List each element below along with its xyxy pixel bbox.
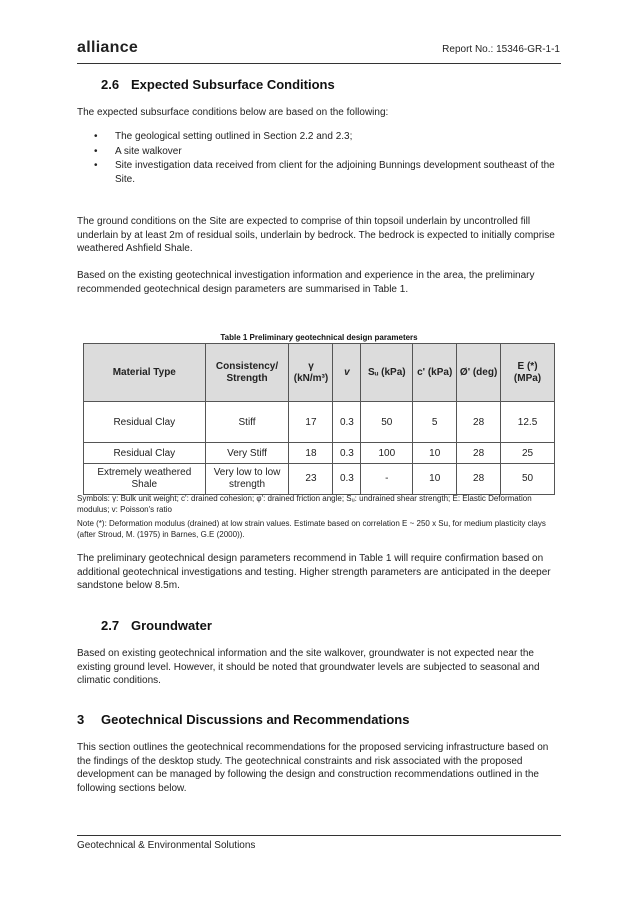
- table-cell: Very Stiff: [205, 443, 289, 464]
- header-modulus: E (*) (MPa): [501, 344, 555, 402]
- header-undrained-strength: Sᵤ (kPa): [361, 344, 413, 402]
- header-poisson: v: [333, 344, 361, 402]
- table-cell: 23: [289, 464, 333, 495]
- bullet-list: [77, 130, 563, 187]
- section-number: 2.6: [101, 77, 120, 92]
- table-cell: 0.3: [333, 464, 361, 495]
- paragraph-text: Based on existing geotechnical information and the site walkover, groundwater is not expected near the existing ground level. However, it should be noted that groundwater levels are subjected to seasonal and climatic conditions.: [77, 648, 540, 686]
- table-cell: 28: [457, 464, 501, 495]
- intro-text: The expected subsurface conditions below are based on the following:: [77, 107, 389, 118]
- symbols-text: Symbols: γ: Bulk unit weight; c': drained cohesion; φ': drained friction angle; Sᵤ: undrained shear strength; E: Elastic Deformation modulus; v: Poisson's ratio: [77, 494, 532, 514]
- table-cell: Very low to low strength: [205, 464, 289, 495]
- list-item: [77, 145, 563, 159]
- bullet-icon: •: [94, 160, 98, 171]
- list-item-text: Site investigation data received from client for the adjoining Bunnings development southeast of the Site.: [115, 160, 555, 185]
- header-material-type: Material Type: [84, 344, 206, 402]
- recommendations-paragraph: [77, 741, 563, 795]
- company-logo: alliance: [77, 39, 139, 56]
- table-cell: 12.5: [501, 402, 555, 443]
- section-2-6-heading: [101, 77, 335, 92]
- confirmation-paragraph: [77, 552, 563, 593]
- report-number: Report No.: 15346-GR-1-1: [442, 44, 560, 55]
- list-item-text: The geological setting outlined in Section 2.2 and 2.3;: [115, 131, 353, 142]
- section-2-6-intro: [77, 106, 563, 120]
- table-cell: 50: [361, 402, 413, 443]
- table-cell: 10: [413, 464, 457, 495]
- table-cell: 25: [501, 443, 555, 464]
- table-cell: 0.3: [333, 402, 361, 443]
- header-friction-angle: Ø' (deg): [457, 344, 501, 402]
- section-2-7-heading: [101, 618, 212, 633]
- header-cohesion: c' (kPa): [413, 344, 457, 402]
- deformation-note: [77, 518, 563, 540]
- list-item: [77, 130, 563, 144]
- paragraph-text: The ground conditions on the Site are expected to comprise of thin topsoil underlain by uncontrolled fill underlain by at least 2m of residual soils, underlain by bedrock. The bedrock is expected to initially comprise weathered Ashfield Shale.: [77, 216, 555, 254]
- table-cell: Residual Clay: [84, 443, 206, 464]
- bullet-icon: •: [94, 145, 98, 157]
- section-title: Geotechnical Discussions and Recommendations: [101, 712, 410, 727]
- section-number: 3: [77, 712, 85, 727]
- footer-divider: [77, 835, 561, 836]
- table-cell: Residual Clay: [84, 402, 206, 443]
- table-cell: -: [361, 464, 413, 495]
- table-cell: 28: [457, 402, 501, 443]
- paragraph-text: The preliminary geotechnical design parameters recommend in Table 1 will require confirmation based on additional geotechnical investigations and testing. Higher strength parameters are anticipated in the deeper sandstone below 8.5m.: [77, 553, 551, 591]
- symbols-note: [77, 493, 563, 515]
- table-cell: 18: [289, 443, 333, 464]
- header-consistency: Consistency/ Strength: [205, 344, 289, 402]
- header-unit-weight: γ (kN/m³): [289, 344, 333, 402]
- section-3-heading: [77, 712, 409, 727]
- table-cell: 5: [413, 402, 457, 443]
- design-parameters-table: [83, 343, 555, 495]
- table-row: [84, 443, 555, 464]
- section-number: 2.7: [101, 618, 120, 633]
- list-item-text: A site walkover: [115, 145, 182, 157]
- section-title: Expected Subsurface Conditions: [131, 77, 335, 92]
- table-cell: Extremely weathered Shale: [84, 464, 206, 495]
- table-cell: 28: [457, 443, 501, 464]
- table-cell: 17: [289, 402, 333, 443]
- table-cell: 50: [501, 464, 555, 495]
- table-row: [84, 402, 555, 443]
- design-parameters-paragraph: [77, 269, 563, 296]
- paragraph-text: Based on the existing geotechnical investigation information and experience in the area, the preliminary recommended geotechnical design parameters are summarised in Table 1.: [77, 270, 535, 295]
- bullet-icon: •: [94, 131, 98, 142]
- section-title: Groundwater: [131, 618, 212, 633]
- table-cell: 10: [413, 443, 457, 464]
- table-header-row: [84, 344, 555, 402]
- header-divider: [77, 63, 561, 64]
- note-text: Note (*): Deformation modulus (drained) at low strain values. Estimate based on correlation E ~ 250 x Su, for medium plasticity clays (after Stroud, M. (1975) in Barnes, G.E (2000)).: [77, 519, 546, 539]
- ground-conditions-paragraph: [77, 215, 563, 256]
- footer-text: Geotechnical & Environmental Solutions: [77, 840, 256, 851]
- groundwater-paragraph: [77, 647, 563, 688]
- table-cell: 100: [361, 443, 413, 464]
- table-caption: Table 1 Preliminary geotechnical design parameters: [220, 333, 418, 342]
- table-row: [84, 464, 555, 495]
- paragraph-text: This section outlines the geotechnical recommendations for the proposed servicing infrastructure based on the findings of the desktop study. The geotechnical constraints and risk associated with the proposed development can be managed by following the design and construction recommendations outlined in the following sections below.: [77, 742, 549, 794]
- list-item: [77, 159, 563, 186]
- table-cell: 0.3: [333, 443, 361, 464]
- table-cell: Stiff: [205, 402, 289, 443]
